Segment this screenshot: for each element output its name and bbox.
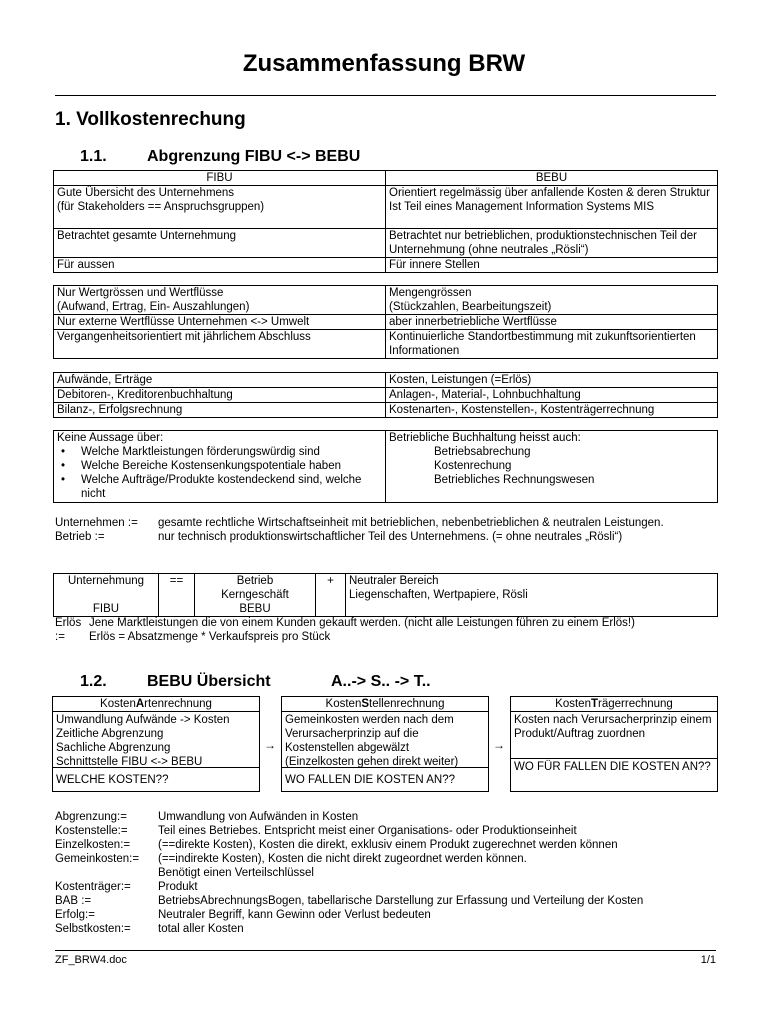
betrieb-cell [195, 574, 316, 617]
table-cell-no-statement [54, 431, 386, 503]
no-statement-list [57, 445, 382, 501]
list-item: Betriebsabrechung [434, 446, 531, 458]
glossary-term: Erfolg:= [55, 909, 95, 921]
glossary-text: Benötigt einen Verteilschlüssel [158, 867, 314, 879]
table-cell: Kontinuierliche Standortbestimmung mit zukunftsorientierten Informationen [386, 330, 718, 359]
box-header-letter: A [135, 698, 145, 710]
fibu-bebu-table-1 [53, 170, 718, 273]
page-title: Zusammenfassung BRW [242, 50, 526, 77]
section-number: 1.2. [80, 673, 107, 690]
glossary-text: total aller Kosten [158, 923, 244, 935]
equals-sign: == [159, 574, 195, 617]
betrieb-label: Betrieb [236, 575, 274, 587]
table-cell-synonyms [386, 431, 718, 503]
table-cell: Nur Wertgrössen und Wertflüsse (Aufwand, Ertrag, Ein- Auszahlungen) [54, 286, 386, 315]
unternehmung-label: Unternehmung [67, 575, 145, 587]
glossary-row [55, 908, 715, 922]
glossary-term: Kostenstelle:= [55, 825, 128, 837]
neutral-cell [346, 574, 718, 617]
column-header-bebu: BEBU [386, 171, 718, 186]
definition-row [55, 516, 695, 530]
glossary-row [55, 824, 715, 838]
box-header-text: rtenrechnung [144, 698, 212, 710]
box-body: Gemeinkosten werden nach dem Verursacherprinzip auf die Kostenstellen abgewälzt (Einzelkosten gehen direkt weiter) [285, 714, 459, 768]
table-cell: Betrachtet gesamte Unternehmung [54, 229, 386, 258]
title-rule [55, 95, 716, 96]
glossary-text: Teil eines Betriebes. Entspricht meist einer Organisations- oder Produktionseinheit [158, 825, 577, 837]
definitions-list [55, 516, 695, 544]
box-footer: WO FÜR FALLEN DIE KOSTEN AN?? [511, 758, 717, 791]
footer-filename: ZF_BRW4.doc [55, 954, 127, 966]
table-cell: aber innerbetriebliche Wertflüsse [386, 315, 718, 330]
glossary-row [55, 880, 715, 894]
table-cell: Debitoren-, Kreditorenbuchhaltung [54, 388, 386, 403]
table-cell: Nur externe Wertflüsse Unternehmen <-> Umwelt [54, 315, 386, 330]
glossary-row [55, 838, 715, 852]
glossary-text: Neutraler Begriff, kann Gewinn oder Verlust bedeuten [158, 909, 431, 921]
list-item: Kostenrechung [434, 460, 512, 472]
glossary-text: (==indirekte Kosten), Kosten die nicht direkt zugeordnet werden können. [158, 853, 527, 865]
glossary-term: BAB := [55, 895, 92, 907]
erloes-line-2: Erlös = Absatzmenge * Verkaufspreis pro Stück [89, 631, 331, 643]
glossary-row [55, 852, 715, 866]
column-header-fibu: FIBU [54, 171, 386, 186]
fibu-bebu-table-4 [53, 430, 718, 503]
box-header-text: Kosten [325, 698, 362, 710]
box-footer: WELCHE KOSTEN?? [53, 767, 259, 791]
section-number: 1.1. [80, 148, 107, 165]
box-body: Umwandlung Aufwände -> Kosten Zeitliche Abgrenzung Sachliche Abgrenzung Schnittstelle FIBU <-> BEBU [56, 714, 230, 768]
glossary-term: Abgrenzung:= [55, 811, 127, 823]
box-header-text: Kosten [100, 698, 136, 710]
table-cell: Kostenarten-, Kostenstellen-, Kostenträgerrechnung [386, 403, 718, 418]
table-cell: Gute Übersicht des Unternehmens (für Stakeholders == Anspruchsgruppen) [54, 186, 386, 229]
list-item: Betriebliches Rechnungswesen [434, 474, 595, 486]
glossary-text: (==direkte Kosten), Kosten die direkt, exklusiv einem Produkt zugerechnet werden können [158, 839, 618, 851]
glossary-text: BetriebsAbrechnungsBogen, tabellarische Darstellung zur Erfassung und Verteilung der Kosten [158, 895, 644, 907]
box-kostenartenrechnung [52, 696, 260, 792]
glossary-term [55, 866, 158, 880]
no-statement-title: Keine Aussage über: [57, 432, 164, 444]
glossary-text: Produkt [158, 881, 198, 893]
list-item: • Welche Aufträge/Produkte kostendeckend sind, welche nicht [81, 473, 382, 501]
definition-term: Betrieb := [55, 531, 105, 543]
arrow-right-icon: → [493, 738, 505, 752]
glossary-text: Umwandlung von Aufwänden in Kosten [158, 811, 359, 823]
box-header-letter: T [590, 698, 599, 710]
definition-text: gesamte rechtliche Wirtschaftseinheit mit betrieblichen, nebenbetrieblichen & neutralen Leistungen. [158, 517, 664, 529]
table-cell: Orientiert regelmässig über anfallende Kosten & deren Struktur Ist Teil eines Management Information Systems MIS [386, 186, 718, 229]
box-body: Kosten nach Verursacherprinzip einem Produkt/Auftrag zuordnen [514, 714, 712, 740]
box-header-text: Kosten [555, 698, 591, 710]
box-kostentraegerrechnung [510, 696, 718, 792]
glossary-list [55, 810, 715, 936]
list-item: • Welche Bereiche Kostensenkungspotentiale haben [81, 459, 382, 473]
section-1-heading: 1. Vollkostenrechung [55, 109, 246, 130]
erloes-definition [55, 616, 695, 644]
box-footer: WO FALLEN DIE KOSTEN AN?? [282, 767, 488, 791]
table-cell: Kosten, Leistungen (=Erlös) [386, 373, 718, 388]
section-title: Abgrenzung FIBU <-> BEBU [147, 148, 361, 165]
kerngeschaeft-label: Kerngeschäft [221, 589, 289, 601]
box-header-text: rägerrechnung [598, 698, 673, 710]
bebu-label: BEBU [239, 603, 271, 615]
glossary-row [55, 810, 715, 824]
glossary-term: Selbstkosten:= [55, 923, 131, 935]
unternehmung-cell [54, 574, 159, 617]
definition-row [55, 530, 695, 544]
neutral-label: Neutraler Bereich [349, 575, 439, 587]
footer-rule [55, 950, 716, 951]
table-cell: Für aussen [54, 258, 386, 273]
box-kostenstellenrechnung [281, 696, 489, 792]
box-header [53, 697, 259, 712]
section-subtitle: A..-> S.. -> T.. [331, 673, 431, 690]
glossary-row [55, 894, 715, 908]
footer-page-number: 1/1 [700, 954, 716, 966]
box-header [282, 697, 488, 712]
table-cell: Mengengrössen (Stückzahlen, Bearbeitungszeit) [386, 286, 718, 315]
erloes-row [55, 616, 695, 644]
section-title: BEBU Übersicht [147, 673, 271, 690]
glossary-row [55, 922, 715, 936]
table-cell: Für innere Stellen [386, 258, 718, 273]
erloes-term: Erlös := [55, 617, 82, 643]
erloes-text [89, 616, 695, 644]
list-item: • Welche Marktleistungen förderungswürdig sind [81, 445, 382, 459]
plus-sign: + [316, 574, 346, 617]
table-cell: Vergangenheitsorientiert mit jährlichem Abschluss [54, 330, 386, 359]
glossary-row [55, 866, 715, 880]
synonyms-title: Betriebliche Buchhaltung heisst auch: [389, 432, 581, 444]
fibu-label: FIBU [92, 603, 120, 615]
table-cell: Bilanz-, Erfolgsrechnung [54, 403, 386, 418]
equation-table [53, 573, 718, 617]
table-cell: Anlagen-, Material-, Lohnbuchhaltung [386, 388, 718, 403]
fibu-bebu-table-2 [53, 285, 718, 359]
arrow-right-icon: → [264, 738, 276, 752]
glossary-term: Kostenträger:= [55, 881, 131, 893]
box-header-text: tellenrechnung [369, 698, 445, 710]
glossary-term: Gemeinkosten:= [55, 853, 140, 865]
box-header [511, 697, 717, 712]
definition-text: nur technisch produktionswirtschaftlicher Teil des Unternehmens. (= ohne neutrales „Rösli“) [158, 531, 623, 543]
table-cell: Betrachtet nur betrieblichen, produktionstechnischen Teil der Unternehmung (ohne neutrales „Rösli“) [386, 229, 718, 258]
erloes-line-1: Jene Marktleistungen die von einem Kunden gekauft werden. (nicht alle Leistungen führen zu einem Erlös!) [89, 617, 635, 629]
definition-term: Unternehmen := [55, 517, 138, 529]
glossary-term: Einzelkosten:= [55, 839, 131, 851]
box-header-letter: S [361, 698, 370, 710]
table-cell: Aufwände, Erträge [54, 373, 386, 388]
fibu-bebu-table-3 [53, 372, 718, 418]
neutral-examples: Liegenschaften, Wertpapiere, Rösli [349, 589, 528, 601]
